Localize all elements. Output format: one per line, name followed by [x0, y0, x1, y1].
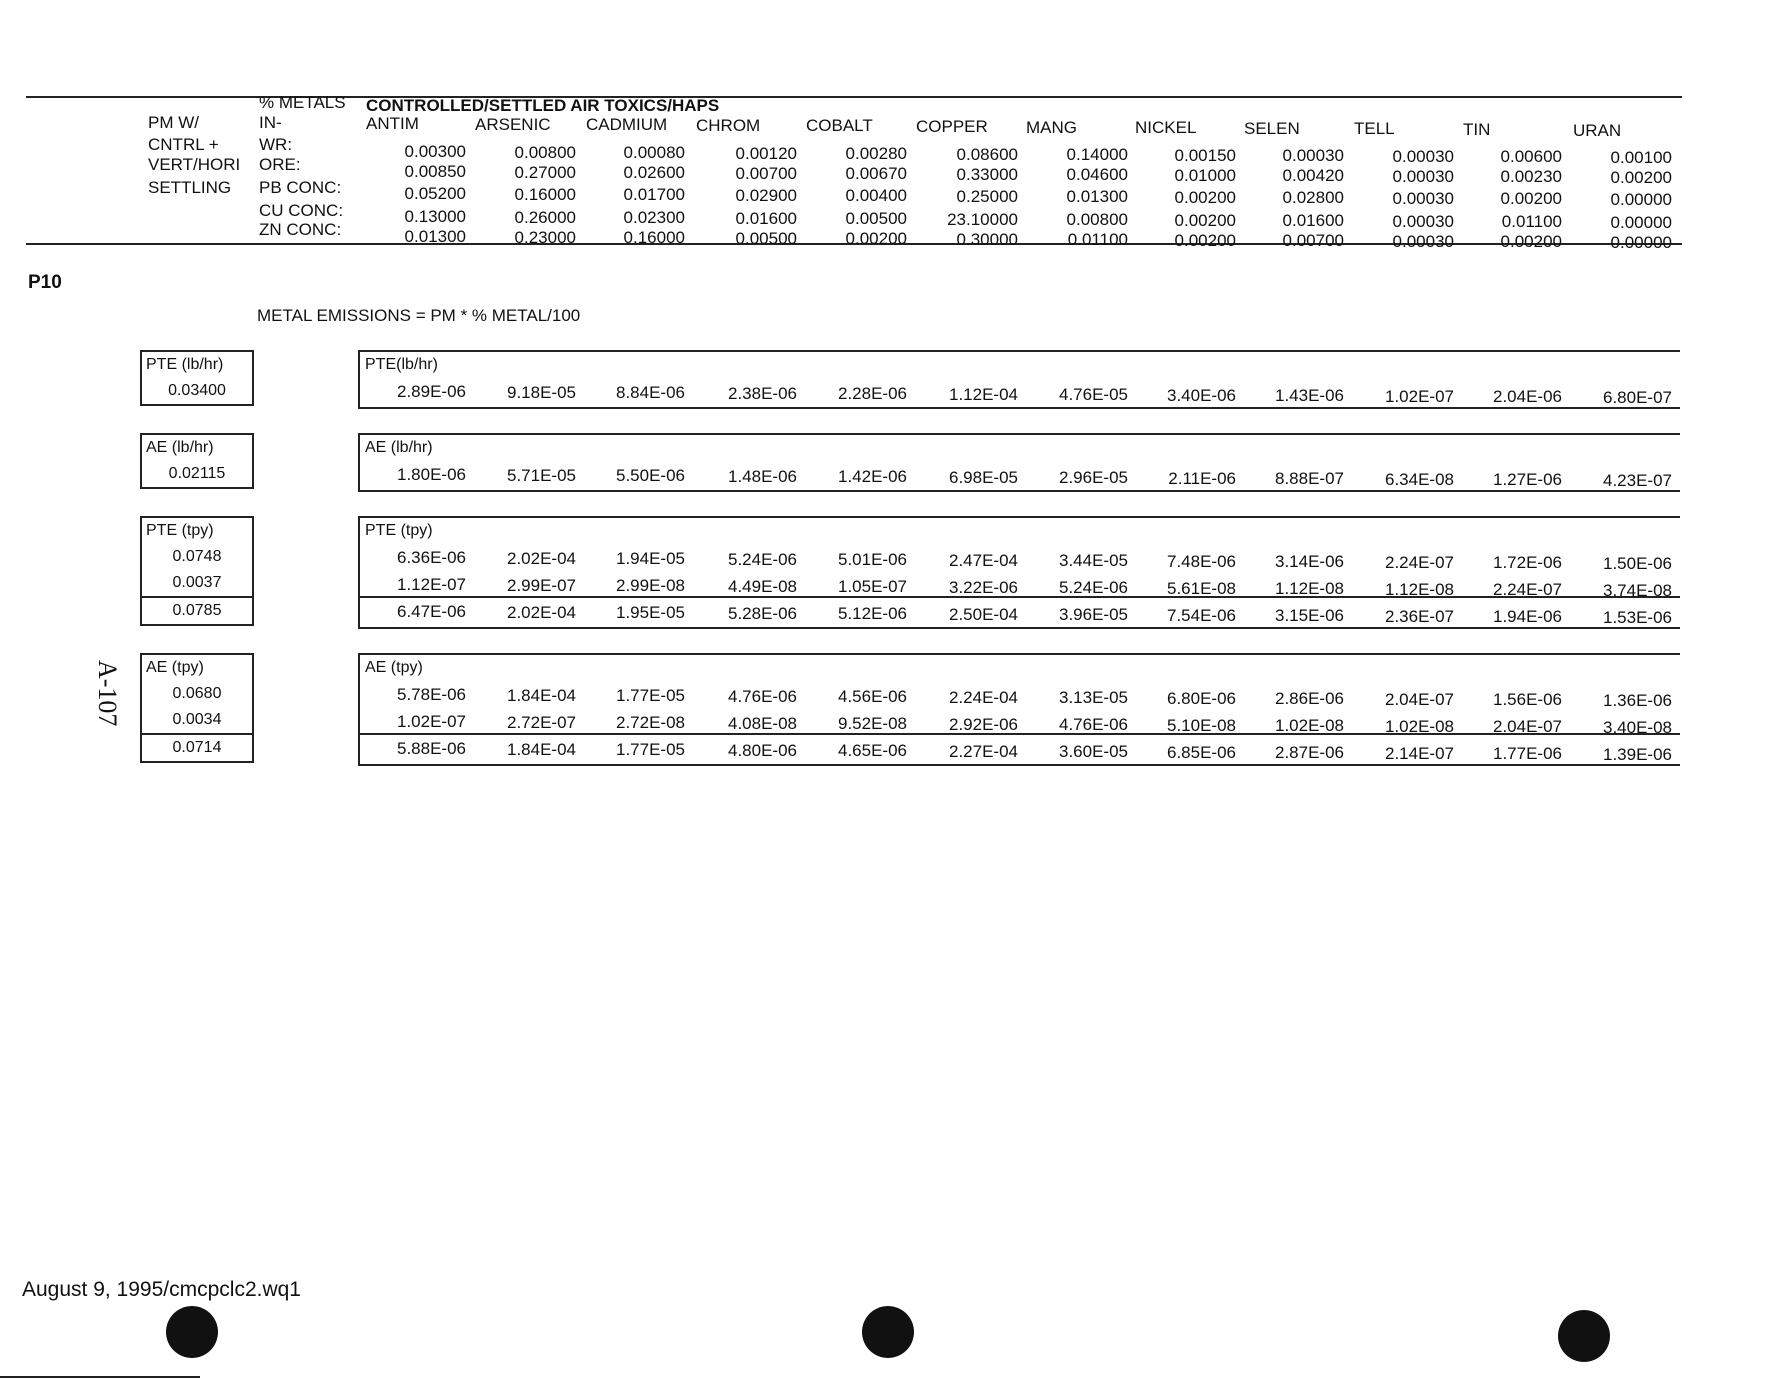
emission-value-cell: 3.15E-06 [1275, 606, 1344, 625]
emission-table-title: PTE (tpy) [365, 522, 433, 539]
percent-value-cell: 0.00200 [1174, 211, 1236, 230]
emission-value-cell: 5.78E-06 [397, 685, 466, 704]
left-box-title: AE (tpy) [146, 659, 204, 676]
percent-value-cell: 0.26000 [514, 208, 576, 227]
percent-value-cell: 0.00280 [845, 144, 907, 163]
emission-value-cell: 3.60E-05 [1059, 742, 1128, 761]
percent-value-cell: 0.00030 [1282, 146, 1344, 165]
emission-value-cell: 5.61E-08 [1167, 579, 1236, 598]
emission-value-cell: 2.96E-05 [1059, 468, 1128, 487]
pm-label-line: CNTRL + [148, 135, 219, 154]
percent-value-cell: 0.01300 [1066, 187, 1128, 206]
percent-value-cell: 0.01300 [404, 227, 466, 246]
percent-value-cell: 0.01000 [1174, 166, 1236, 185]
emission-value-cell: 2.28E-06 [838, 384, 907, 403]
percent-value-cell: 0.00200 [1500, 232, 1562, 251]
emission-value-cell: 2.14E-07 [1385, 744, 1454, 763]
emission-value-cell: 1.27E-06 [1493, 470, 1562, 489]
emission-value-cell: 2.27E-04 [949, 742, 1018, 761]
emission-value-cell: 1.42E-06 [838, 467, 907, 486]
left-box-value: 0.0785 [142, 596, 252, 624]
emission-value-cell: 6.98E-05 [949, 468, 1018, 487]
percent-value-cell: 0.16000 [623, 228, 685, 247]
emission-value-cell: 1.50E-06 [1603, 554, 1672, 573]
emission-value-cell: 7.54E-06 [1167, 606, 1236, 625]
emission-value-cell: 4.56E-06 [838, 687, 907, 706]
percent-value-cell: 0.23000 [514, 228, 576, 247]
percent-value-cell: 0.27000 [514, 163, 576, 182]
emission-value-cell: 5.24E-06 [728, 550, 797, 569]
column-header-selen: SELEN [1244, 119, 1300, 138]
emission-value-cell: 5.24E-06 [1059, 578, 1128, 597]
percent-value-cell: 0.00200 [1610, 168, 1672, 187]
column-header-antim: ANTIM [366, 114, 419, 133]
percent-value-cell: 0.05200 [404, 184, 466, 203]
emission-value-cell: 4.76E-06 [728, 687, 797, 706]
percent-value-cell: 0.00230 [1500, 167, 1562, 186]
binder-hole [862, 1306, 914, 1358]
percent-value-cell: 23.10000 [947, 210, 1018, 229]
emission-value-cell: 4.76E-05 [1059, 385, 1128, 404]
percent-value-cell: 0.00420 [1282, 166, 1344, 185]
column-header-cadmium: CADMIUM [586, 115, 668, 134]
percent-value-cell: 0.16000 [514, 185, 576, 204]
emission-value-cell: 2.92E-06 [949, 715, 1018, 734]
emission-value-cell: 5.12E-06 [838, 604, 907, 623]
percent-value-cell: 0.00200 [1174, 231, 1236, 250]
emission-value-cell: 6.80E-07 [1603, 388, 1672, 407]
emission-value-cell: 1.12E-07 [397, 575, 466, 594]
percent-value-cell: 0.00000 [1610, 233, 1672, 252]
emission-value-cell: 2.04E-06 [1493, 387, 1562, 406]
left-box-value: 0.02115 [168, 465, 226, 482]
emission-value-cell: 1.77E-06 [1493, 744, 1562, 763]
left-box-value: 0.0748 [172, 548, 222, 565]
emission-value-cell: 5.01E-06 [838, 550, 907, 569]
emission-value-cell: 2.38E-06 [728, 384, 797, 403]
footer-rule [0, 1376, 200, 1378]
formula: METAL EMISSIONS = PM * % METAL/100 [257, 306, 581, 325]
emission-value-cell: 3.74E-08 [1603, 581, 1672, 600]
percent-value-cell: 0.02300 [623, 208, 685, 227]
emission-value-cell: 4.80E-06 [728, 741, 797, 760]
pm-label-line: PM W/ [148, 113, 199, 132]
metals-label-line: CU CONC: [259, 201, 344, 220]
left-summary-box [140, 433, 254, 489]
column-header-uran: URAN [1573, 121, 1622, 140]
emission-value-cell: 4.49E-08 [728, 577, 797, 596]
emission-value-cell: 3.40E-08 [1603, 718, 1672, 737]
emission-value-cell: 1.84E-04 [507, 740, 576, 759]
emission-value-cell: 6.36E-06 [397, 548, 466, 567]
group-title: CONTROLLED/SETTLED AIR TOXICS/HAPS [366, 96, 720, 115]
percent-value-cell: 0.30000 [956, 230, 1018, 249]
emission-value-cell: 2.86E-06 [1275, 689, 1344, 708]
emission-value-cell: 2.72E-07 [507, 713, 576, 732]
emission-value-cell: 2.47E-04 [949, 551, 1018, 570]
emission-value-cell: 2.04E-07 [1493, 717, 1562, 736]
emission-value-cell: 8.84E-06 [616, 383, 685, 402]
percent-value-cell: 0.00150 [1174, 146, 1236, 165]
emission-value-cell: 6.85E-06 [1167, 743, 1236, 762]
percent-value-cell: 0.00400 [845, 186, 907, 205]
column-header-tin: TIN [1463, 120, 1491, 139]
emission-value-cell: 1.94E-05 [616, 549, 685, 568]
pm-label-line: VERT/HORI [148, 155, 241, 174]
percent-value-cell: 0.01700 [623, 185, 685, 204]
left-box-value: 0.0034 [172, 711, 222, 728]
emission-value-cell: 4.08E-08 [728, 714, 797, 733]
emission-value-cell: 2.89E-06 [397, 382, 466, 401]
emission-value-cell: 6.47E-06 [397, 602, 466, 621]
percent-value-cell: 0.00200 [845, 229, 907, 248]
percent-value-cell: 0.00670 [845, 164, 907, 183]
emission-value-cell: 2.24E-07 [1385, 553, 1454, 572]
left-summary-box [140, 653, 254, 763]
percent-value-cell: 0.14000 [1066, 145, 1128, 164]
percent-value-cell: 0.00700 [1282, 231, 1344, 250]
percent-value-cell: 0.04600 [1066, 165, 1128, 184]
emission-value-cell: 1.39E-06 [1603, 745, 1672, 764]
emission-value-cell: 1.12E-08 [1385, 580, 1454, 599]
percent-value-cell: 0.33000 [956, 165, 1018, 184]
percent-value-cell: 0.08600 [956, 145, 1018, 164]
emission-value-cell: 9.18E-05 [507, 383, 576, 402]
emission-value-cell: 4.23E-07 [1603, 471, 1672, 490]
emission-value-cell: 3.22E-06 [949, 578, 1018, 597]
emission-value-cell: 1.43E-06 [1275, 386, 1344, 405]
percent-value-cell: 0.00800 [514, 143, 576, 162]
percent-value-cell: 0.13000 [404, 207, 466, 226]
percent-value-cell: 0.00000 [1610, 213, 1672, 232]
emission-value-cell: 5.10E-08 [1167, 716, 1236, 735]
percent-value-cell: 0.00030 [1392, 147, 1454, 166]
metals-label-line: ORE: [259, 155, 301, 174]
emission-table-title: PTE(lb/hr) [365, 356, 438, 373]
column-header-arsenic: ARSENIC [475, 115, 551, 134]
metals-label-line: % METALS [259, 93, 346, 112]
binder-hole [166, 1306, 218, 1358]
emission-value-cell: 2.72E-08 [616, 713, 685, 732]
emission-table-title: AE (tpy) [365, 659, 423, 676]
emission-value-cell: 4.65E-06 [838, 741, 907, 760]
emission-value-cell: 1.02E-07 [397, 712, 466, 731]
emission-value-cell: 1.48E-06 [728, 467, 797, 486]
percent-value-cell: 0.00030 [1392, 167, 1454, 186]
column-header-copper: COPPER [916, 117, 988, 136]
emission-value-cell: 1.36E-06 [1603, 691, 1672, 710]
emission-value-cell: 2.99E-08 [616, 576, 685, 595]
emission-value-cell: 3.96E-05 [1059, 605, 1128, 624]
emission-value-cell: 1.77E-05 [616, 740, 685, 759]
left-box-title: AE (lb/hr) [146, 439, 214, 456]
emission-value-cell: 1.12E-08 [1275, 579, 1344, 598]
section-label: P10 [28, 272, 62, 293]
emission-value-cell: 1.02E-08 [1385, 717, 1454, 736]
percent-value-cell: 0.02600 [623, 163, 685, 182]
emission-value-cell: 1.02E-07 [1385, 387, 1454, 406]
emission-value-cell: 2.02E-04 [507, 603, 576, 622]
left-box-title: PTE (tpy) [146, 522, 214, 539]
footer-text: August 9, 1995/cmcpclc2.wq1 [22, 1278, 301, 1301]
column-header-mang: MANG [1026, 118, 1077, 137]
column-header-cobalt: COBALT [806, 116, 873, 135]
left-box-title: PTE (lb/hr) [146, 356, 224, 373]
percent-value-cell: 0.00030 [1392, 232, 1454, 251]
emission-value-cell: 1.12E-04 [949, 385, 1018, 404]
emission-value-cell: 3.44E-05 [1059, 551, 1128, 570]
left-summary-box [140, 516, 254, 626]
emission-value-cell: 1.94E-06 [1493, 607, 1562, 626]
metals-label-line: ZN CONC: [259, 220, 342, 239]
percent-value-cell: 0.00600 [1500, 147, 1562, 166]
emission-value-cell: 5.71E-05 [507, 466, 576, 485]
left-box-value: 0.0680 [172, 685, 222, 702]
percent-value-cell: 0.00200 [1500, 189, 1562, 208]
percent-value-cell: 0.00700 [735, 164, 797, 183]
emission-value-cell: 1.77E-05 [616, 686, 685, 705]
emission-value-cell: 7.48E-06 [1167, 552, 1236, 571]
emission-value-cell: 1.84E-04 [507, 686, 576, 705]
emission-value-cell: 8.88E-07 [1275, 469, 1344, 488]
emission-value-cell: 5.28E-06 [728, 604, 797, 623]
emission-value-cell: 2.50E-04 [949, 605, 1018, 624]
emission-value-cell: 6.80E-06 [1167, 689, 1236, 708]
emission-value-cell: 5.50E-06 [616, 466, 685, 485]
binder-hole [1558, 1310, 1610, 1362]
left-summary-box [140, 350, 254, 406]
pm-label-line: SETTLING [148, 178, 232, 197]
column-header-tell: TELL [1354, 119, 1395, 138]
percent-value-cell: 0.00100 [1610, 148, 1672, 167]
left-box-value: 0.03400 [168, 382, 226, 399]
emission-value-cell: 3.40E-06 [1167, 386, 1236, 405]
emission-value-cell: 1.02E-08 [1275, 716, 1344, 735]
emission-value-cell: 2.24E-04 [949, 688, 1018, 707]
emission-value-cell: 2.99E-07 [507, 576, 576, 595]
percent-value-cell: 0.00500 [845, 209, 907, 228]
percent-value-cell: 0.00120 [735, 144, 797, 163]
percent-value-cell: 0.25000 [956, 187, 1018, 206]
percent-value-cell: 0.00200 [1174, 188, 1236, 207]
emission-value-cell: 2.24E-07 [1493, 580, 1562, 599]
metals-label-line: PB CONC: [259, 178, 342, 197]
left-box-value: 0.0714 [142, 733, 252, 761]
emission-value-cell: 1.95E-05 [616, 603, 685, 622]
percent-value-cell: 0.01600 [1282, 211, 1344, 230]
metals-label-line: WR: [259, 135, 293, 154]
percent-value-cell: 0.01600 [735, 209, 797, 228]
percent-value-cell: 0.00500 [735, 229, 797, 248]
emission-value-cell: 2.36E-07 [1385, 607, 1454, 626]
emission-value-cell: 2.04E-07 [1385, 690, 1454, 709]
emission-value-cell: 1.53E-06 [1603, 608, 1672, 627]
percent-value-cell: 0.00850 [404, 162, 466, 181]
metals-label-line: IN- [259, 113, 282, 132]
percent-value-cell: 0.00000 [1610, 190, 1672, 209]
left-box-value: 0.0037 [172, 574, 222, 591]
percent-value-cell: 0.02900 [735, 186, 797, 205]
emission-value-cell: 5.88E-06 [397, 739, 466, 758]
column-header-chrom: CHROM [696, 116, 761, 135]
percent-value-cell: 0.01100 [1067, 230, 1128, 249]
percent-value-cell: 0.00030 [1392, 189, 1454, 208]
percent-value-cell: 0.00030 [1392, 212, 1454, 231]
emission-table-title: AE (lb/hr) [365, 439, 433, 456]
emission-value-cell: 9.52E-08 [838, 714, 907, 733]
page-number: A-107 [93, 660, 122, 727]
emission-value-cell: 3.13E-05 [1059, 688, 1128, 707]
emission-value-cell: 4.76E-06 [1059, 715, 1128, 734]
emission-value-cell: 2.11E-06 [1168, 469, 1236, 488]
percent-value-cell: 0.00800 [1066, 210, 1128, 229]
percent-value-cell: 0.00080 [623, 143, 685, 162]
column-header-nickel: NICKEL [1135, 118, 1197, 137]
percent-value-cell: 0.01100 [1501, 212, 1562, 231]
emission-value-cell: 1.56E-06 [1493, 690, 1562, 709]
emission-value-cell: 1.05E-07 [838, 577, 907, 596]
emission-value-cell: 1.72E-06 [1493, 553, 1562, 572]
emission-value-cell: 2.87E-06 [1275, 743, 1344, 762]
emission-value-cell: 6.34E-08 [1385, 470, 1454, 489]
emission-value-cell: 3.14E-06 [1275, 552, 1344, 571]
emission-value-cell: 2.02E-04 [507, 549, 576, 568]
percent-value-cell: 0.00300 [404, 142, 466, 161]
emission-value-cell: 1.80E-06 [397, 465, 466, 484]
percent-value-cell: 0.02800 [1282, 188, 1344, 207]
